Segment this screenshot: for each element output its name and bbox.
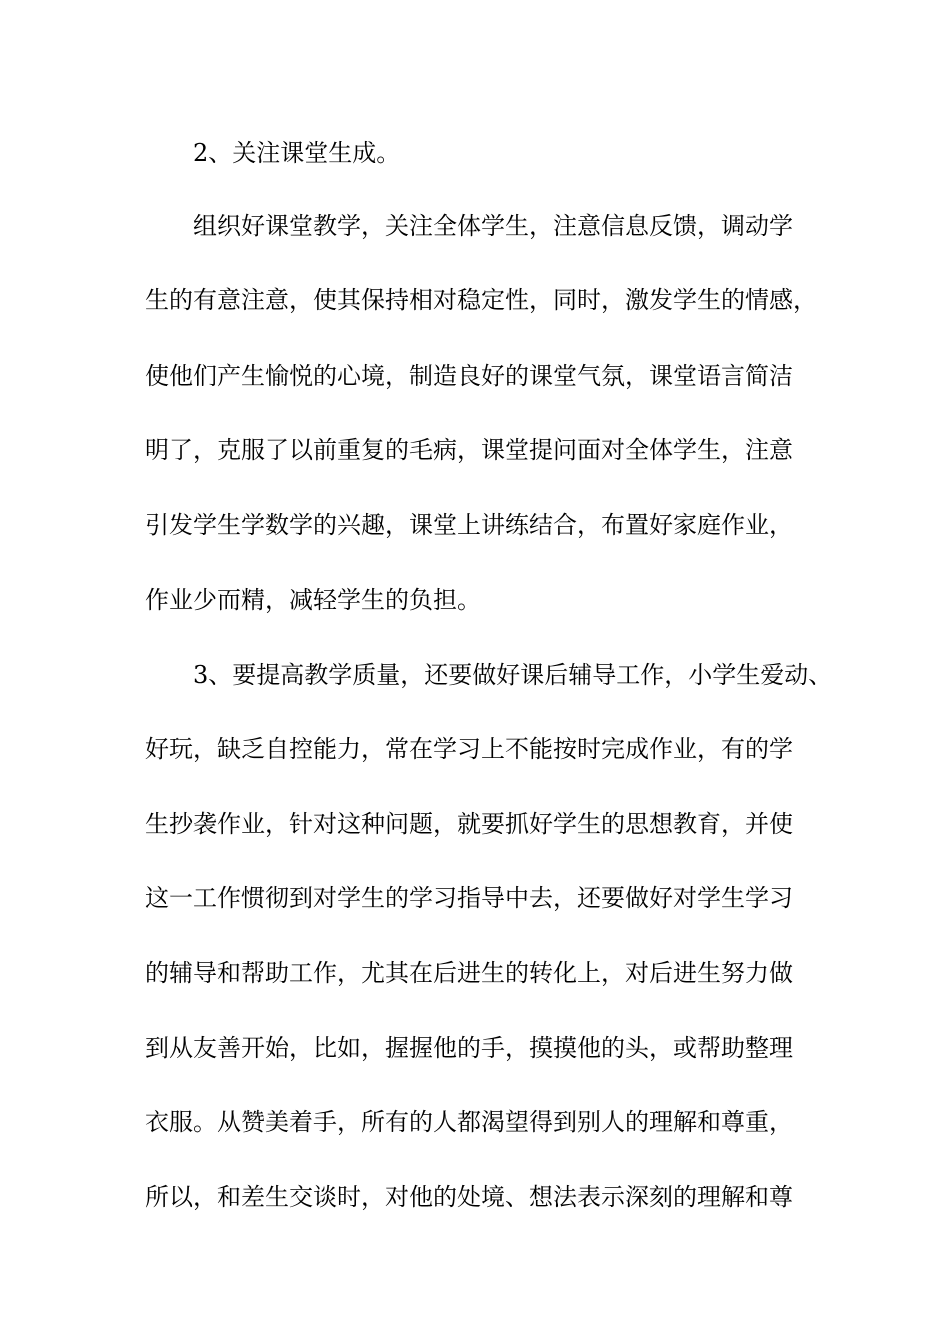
paragraph-line: 明了，克服了以前重复的毛病，课堂提问面对全体学生，注意 [145, 436, 793, 464]
paragraph-line: 这一工作惯彻到对学生的学习指导中去，还要做好对学生学习 [145, 884, 793, 912]
paragraph-line: 好玩，缺乏自控能力，常在学习上不能按时完成作业，有的学 [145, 735, 793, 763]
paragraph-line: 到从友善开始，比如，握握他的手，摸摸他的头，或帮助整理 [145, 1034, 793, 1062]
paragraph-line: 引发学生学数学的兴趣，课堂上讲练结合，布置好家庭作业， [145, 511, 793, 539]
paragraph-line: 3、要提高教学质量，还要做好课后辅导工作，小学生爱动、 [193, 661, 833, 689]
paragraph-line: 组织好课堂教学，关注全体学生，注意信息反馈，调动学 [193, 212, 793, 240]
paragraph-line: 的辅导和帮助工作，尤其在后进生的转化上，对后进生努力做 [145, 959, 793, 987]
heading-2: 2、关注课堂生成。 [193, 139, 401, 167]
paragraph-line: 所以，和差生交谈时，对他的处境、想法表示深刻的理解和尊 [145, 1183, 793, 1211]
paragraph-line: 使他们产生愉悦的心境，制造良好的课堂气氛，课堂语言简洁 [145, 362, 793, 390]
paragraph-line: 生的有意注意，使其保持相对稳定性，同时，激发学生的情感， [145, 286, 817, 314]
paragraph-line: 生抄袭作业，针对这种问题，就要抓好学生的思想教育，并使 [145, 810, 793, 838]
paragraph-line: 衣服。从赞美着手，所有的人都渴望得到别人的理解和尊重， [145, 1108, 793, 1136]
paragraph-line: 作业少而精，减轻学生的负担。 [145, 586, 481, 614]
